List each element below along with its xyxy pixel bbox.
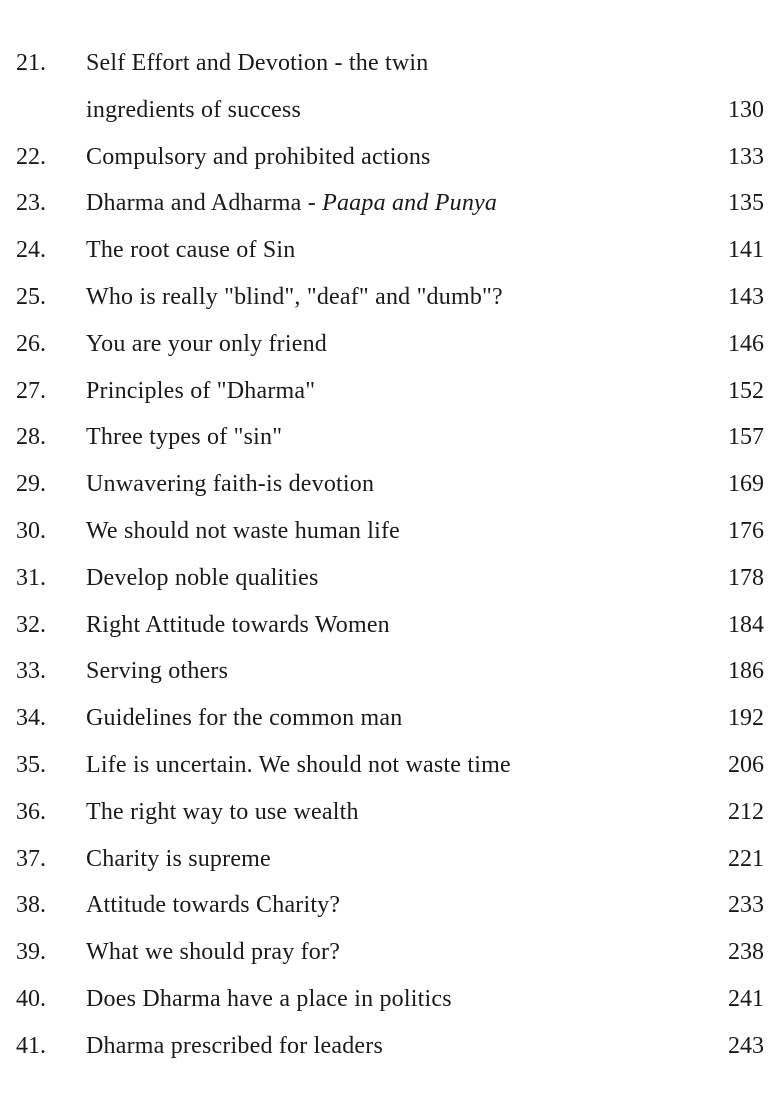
entry-title [86, 368, 315, 415]
toc-entry [0, 461, 780, 508]
entry-page: 178 [728, 564, 764, 591]
entry-title-text: Serving others [86, 658, 229, 685]
entry-title-text: The right way to use wealth [86, 798, 359, 825]
entry-title: Self Effort and Devotion - the twin [86, 50, 429, 76]
toc-entry [0, 929, 780, 976]
entry-number: 40. [16, 985, 46, 1012]
entry-title-text: Dharma prescribed for leaders [86, 1032, 383, 1059]
entry-title-text: Dharma and Adharma - [86, 190, 323, 217]
entry-number: 29. [16, 471, 46, 498]
toc-entry [0, 742, 780, 789]
entry-page: 243 [728, 1032, 764, 1059]
entry-title-text: Unwavering faith-is devotion [86, 471, 375, 498]
toc-entry [0, 40, 780, 87]
toc-entry [0, 227, 780, 274]
entry-title-text: Three types of "sin" [86, 424, 283, 451]
entry-number: 25. [16, 283, 46, 310]
entry-number: 24. [16, 237, 46, 264]
toc-entry [0, 274, 780, 321]
entry-number: 23. [16, 190, 46, 217]
entry-number: 36. [16, 798, 46, 825]
toc-entry [0, 976, 780, 1023]
toc-entry [0, 87, 780, 134]
entry-number: 38. [16, 892, 46, 919]
entry-title-text: What we should pray for? [86, 939, 341, 966]
entry-number: 28. [16, 424, 46, 451]
entry-page: 152 [728, 377, 764, 404]
entry-number: 32. [16, 611, 46, 638]
toc-entry [0, 648, 780, 695]
entry-page: 233 [728, 892, 764, 919]
entry-title [86, 742, 511, 789]
entry-number: 39. [16, 939, 46, 966]
entry-title [86, 321, 327, 368]
entry-title-text: Does Dharma have a place in politics [86, 985, 452, 1012]
entry-number: 35. [16, 751, 46, 778]
toc-entry [0, 414, 780, 461]
entry-number: 22. [16, 143, 46, 170]
entry-title-text: Develop noble qualities [86, 564, 319, 591]
entry-number: 30. [16, 517, 46, 544]
entry-title [86, 602, 390, 649]
toc-entry [0, 134, 780, 181]
entry-number: 31. [16, 564, 46, 591]
entry-page: 130 [728, 96, 764, 123]
entry-title [86, 180, 497, 227]
entry-title [86, 414, 282, 461]
entry-title [86, 227, 295, 274]
entry-title-text: Right Attitude towards Women [86, 611, 390, 638]
toc-entry [0, 1023, 780, 1070]
toc-entry [0, 555, 780, 602]
entry-title-text: Life is uncertain. We should not waste time [86, 751, 511, 778]
entry-page: 186 [728, 658, 764, 685]
toc-entry [0, 789, 780, 836]
entry-page: 143 [728, 283, 764, 310]
entry-number: 21. [16, 50, 46, 76]
entry-title-text: The root cause of Sin [86, 237, 296, 264]
entry-title-text: Who is really "blind", "deaf" and "dumb"? [86, 283, 503, 310]
entry-page: 146 [728, 330, 764, 357]
entry-title-italic: Paapa and Punya [322, 190, 498, 217]
entry-page: 157 [728, 424, 764, 451]
entry-number: 27. [16, 377, 46, 404]
entry-title [86, 461, 374, 508]
entry-title [86, 836, 271, 883]
entry-page: 238 [728, 939, 764, 966]
toc-entry [0, 882, 780, 929]
entry-title [86, 274, 503, 321]
entry-number: 41. [16, 1032, 46, 1059]
toc-entry [0, 836, 780, 883]
entry-page: 135 [728, 190, 764, 217]
entry-title-text: Attitude towards Charity? [86, 892, 341, 919]
entry-title [86, 555, 319, 602]
entry-number: 34. [16, 705, 46, 732]
entry-title-text: Compulsory and prohibited actions [86, 143, 431, 170]
entry-number: 26. [16, 330, 46, 357]
toc-entry [0, 508, 780, 555]
entry-title [86, 648, 228, 695]
entry-page: 206 [728, 751, 764, 778]
entry-title [86, 976, 452, 1023]
entry-title-text: Guidelines for the common man [86, 705, 403, 732]
entry-page: 212 [728, 798, 764, 825]
entry-title-text: Charity is supreme [86, 845, 271, 872]
toc-entry [0, 321, 780, 368]
toc-entry [0, 368, 780, 415]
entry-title-text: Principles of "Dharma" [86, 377, 316, 404]
entry-title-text: We should not waste human life [86, 517, 401, 544]
entry-title [86, 508, 400, 555]
entry-title-text: You are your only friend [86, 330, 327, 357]
entry-page: 192 [728, 705, 764, 732]
entry-number: 33. [16, 658, 46, 685]
entry-number: 37. [16, 845, 46, 872]
entry-page: 221 [728, 845, 764, 872]
entry-title [86, 695, 402, 742]
entry-title [86, 882, 340, 929]
entry-title: ingredients of success [86, 96, 302, 123]
toc-entry [0, 695, 780, 742]
entry-title [86, 789, 359, 836]
entry-page: 133 [728, 143, 764, 170]
entry-page: 184 [728, 611, 764, 638]
entry-title [86, 929, 340, 976]
entry-title [86, 1023, 383, 1070]
entry-page: 141 [728, 237, 764, 264]
entry-title [86, 134, 431, 181]
entry-page: 169 [728, 471, 764, 498]
entry-page: 241 [728, 985, 764, 1012]
toc-entry [0, 180, 780, 227]
table-of-contents [0, 40, 780, 1070]
entry-page: 176 [728, 517, 764, 544]
toc-entry [0, 602, 780, 649]
